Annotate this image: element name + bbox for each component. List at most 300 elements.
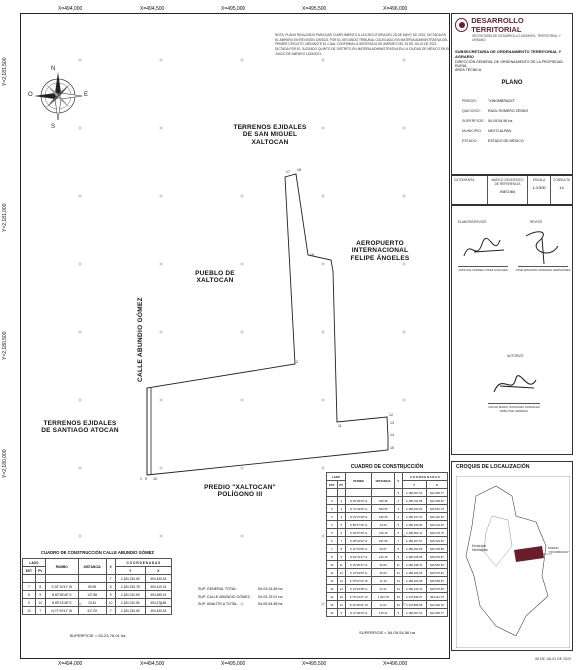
table-row bbox=[327, 609, 448, 617]
table-row bbox=[327, 545, 448, 553]
table-cell: 13 bbox=[327, 585, 338, 593]
table-cell: 9 bbox=[35, 591, 45, 599]
field-municipio bbox=[462, 129, 511, 133]
table-cell: 15 bbox=[327, 601, 338, 609]
vertex-label: 12 bbox=[389, 413, 393, 417]
table-cell: 495,335.86 bbox=[426, 545, 447, 553]
sup-calle-value: 00-03-76.01 ha bbox=[258, 594, 283, 599]
info-header: CONSULTA bbox=[553, 178, 570, 182]
table-cell: 494,435.18 bbox=[145, 607, 171, 615]
autorizo-name: OSCAR MARIO GONZÁLEZ GONZÁLEZ bbox=[488, 405, 540, 409]
table-cell: 297.95 bbox=[372, 537, 395, 545]
col-header: RUMBO bbox=[45, 559, 78, 575]
label-terrenos-santiago: TERRENOS EJIDALES DE SANTIAGO ATOCAN bbox=[41, 420, 119, 435]
table-row bbox=[23, 607, 172, 615]
info-value: 1:4,500 bbox=[532, 185, 546, 190]
table-cell: N 82°56'46" E bbox=[45, 591, 78, 599]
compass-north: N bbox=[51, 66, 56, 72]
table-cell: 2,179,866.58 bbox=[402, 601, 426, 609]
table-cell bbox=[345, 489, 371, 497]
croquis-map bbox=[456, 476, 570, 648]
table-row bbox=[327, 513, 448, 521]
grid-cross bbox=[240, 58, 244, 62]
table-cell: N 69°41'47" E bbox=[345, 553, 371, 561]
grid-cross bbox=[321, 330, 325, 334]
table-cell: 12 bbox=[394, 569, 402, 577]
vertex-label: 17 bbox=[286, 170, 290, 174]
table-cell: 3 bbox=[327, 513, 338, 521]
table-cell: S 08°44'02" E bbox=[345, 537, 371, 545]
compass-south: S bbox=[51, 124, 56, 130]
fecha: 06 DE JULIO DE 2022 bbox=[535, 657, 572, 661]
table-cell: 6 bbox=[337, 529, 345, 537]
compass-east: E bbox=[84, 92, 89, 98]
municipio-inner bbox=[484, 516, 512, 566]
table-cell: 495,181.53 bbox=[426, 513, 447, 521]
label-calle-abundio-gomez: CALLE ABUNDIO GÓMEZ bbox=[137, 297, 144, 382]
col-header: X bbox=[426, 481, 447, 489]
grid-cross bbox=[240, 330, 244, 334]
table-cell: 690.55 bbox=[372, 505, 395, 513]
field-value: ESTADO DE MÉXICO bbox=[488, 139, 524, 143]
table-cell: 9 bbox=[106, 591, 115, 599]
info-row bbox=[451, 175, 573, 205]
info-value: 14 bbox=[559, 185, 564, 190]
tabla-construccion-superficie: SUPERFICIE = 54-09-54.56 ha bbox=[359, 630, 415, 635]
map-note: NOTA: PLANO REALIZADO PARA DAR CUMPLIMIENTO A LA EJECUTORIA DEL 28 DE MAYO DE 2022, DICTADA EN EL AMPARO EN REVISIÓN 139/2021 POR EL SEGUNDO TRIBUNAL COLEGIADO EN MATERIA ADMINISTRATIVA DEL PRIMER CIRCUITO, MEDIANTE EL CUAL CONFIRMA LA SENTENCIA DE AMPARO DEL 23 DE JULIO DE 2021 DICTADA POR EL JUZGADO QUINTO DE DISTRITO EN MATERIA ADMINISTRATIVA EN LA CIUDAD DE MÉXICO EN EL JUICIO DE AMPARO 1433/2021. bbox=[275, 33, 450, 56]
grid-cross bbox=[78, 534, 82, 538]
grid-cross bbox=[402, 126, 406, 130]
table-cell: 4 bbox=[337, 513, 345, 521]
grid-cross bbox=[78, 262, 82, 266]
col-group: C O O R D E N A D A S bbox=[115, 559, 171, 567]
table-cell: 495,061.74 bbox=[426, 505, 447, 513]
table-cell: 494,395.63 bbox=[426, 497, 447, 505]
y-tick: Y=2,181,500 bbox=[2, 57, 8, 86]
table-cell: 2,180,159.78 bbox=[115, 583, 145, 591]
table-cell: 8 bbox=[23, 591, 36, 599]
table-cell: 2 bbox=[337, 497, 345, 505]
table-cell: 10 bbox=[23, 607, 36, 615]
vertex-label: 10 bbox=[153, 477, 157, 481]
table-cell: 494,411.70 bbox=[426, 593, 447, 601]
table-cell: 56.87 bbox=[372, 545, 395, 553]
table-cell: 6 bbox=[394, 529, 402, 537]
grid-cross bbox=[78, 194, 82, 198]
table-row bbox=[327, 585, 448, 593]
table-cell: 11 bbox=[327, 569, 338, 577]
table-cell bbox=[372, 489, 395, 497]
compass-rose bbox=[34, 72, 82, 120]
table-cell: 8 bbox=[106, 583, 115, 591]
municipio-outline bbox=[466, 486, 548, 636]
label-predio-xaltocan: PREDIO "XALTOCAN" POLÍGONO III bbox=[204, 484, 276, 499]
grid-cross bbox=[240, 466, 244, 470]
table-cell: 2 bbox=[327, 505, 338, 513]
table-row bbox=[23, 583, 172, 591]
table-cell: 2,180,010.55 bbox=[115, 599, 145, 607]
x-tick-top: X=496,000 bbox=[383, 6, 408, 12]
table-cell: 495,570.52 bbox=[426, 569, 447, 577]
field-value: NEXTLALPAN bbox=[488, 129, 512, 133]
field-label: QUEJOSO: bbox=[462, 109, 481, 113]
col-header: PV bbox=[35, 567, 45, 575]
field-label: PREDIO: bbox=[462, 99, 477, 103]
field-label: ESTADO: bbox=[462, 139, 478, 143]
brand-subline: SECRETARÍA DE DESARROLLO AGRARIO, TERRITORIAL Y URBANO bbox=[472, 34, 561, 42]
table-cell: N 89°16'48" E bbox=[45, 599, 78, 607]
vertex-label: 18 bbox=[297, 168, 301, 172]
direccion: DIRECCIÓN GENERAL DE ORDENAMIENTO DE LA PROPIEDAD RURAL bbox=[455, 60, 563, 68]
table-cell: 14 bbox=[327, 593, 338, 601]
table-row bbox=[327, 577, 448, 585]
grid-cross bbox=[159, 194, 163, 198]
subsecretaria: SUBSECRETARÍA DE ORDENAMIENTO TERRITORIAL Y AGRARIO bbox=[455, 49, 562, 59]
seal-icon bbox=[455, 18, 468, 32]
compass-west: O bbox=[28, 92, 33, 98]
table-cell: 494,435.18 bbox=[145, 575, 171, 583]
grid-cross bbox=[78, 58, 82, 62]
table-cell: 494,485.19 bbox=[145, 591, 171, 599]
col-group: C O O R D E N A D A S bbox=[402, 473, 447, 481]
table-cell: 16 bbox=[337, 601, 345, 609]
grid-cross bbox=[159, 58, 163, 62]
col-group: LADO bbox=[327, 473, 346, 481]
table-cell: 5 bbox=[337, 521, 345, 529]
tabla-construccion-grid bbox=[326, 472, 448, 617]
table-cell: 494,365.77 bbox=[426, 489, 447, 497]
info-header: MARCO GEODÉSICO DE REFERENCIA bbox=[491, 178, 524, 186]
sup-analitica-label: SUP. ANALÍTICA TOTAL: bbox=[198, 602, 239, 606]
elaboro-label: ELABORÓ/REVISÓ bbox=[458, 220, 487, 224]
table-cell: 8 bbox=[337, 545, 345, 553]
table-row bbox=[327, 505, 448, 513]
table-row bbox=[327, 561, 448, 569]
table-cell: 7 bbox=[327, 545, 338, 553]
grid-cross bbox=[159, 262, 163, 266]
grid-cross bbox=[78, 330, 82, 334]
field-label: SUPERFICIE: bbox=[462, 119, 485, 123]
grid-cross bbox=[78, 466, 82, 470]
tabla-calle-grid bbox=[22, 558, 172, 615]
table-cell: 2 bbox=[394, 497, 402, 505]
table-cell: 2,180,493.52 bbox=[402, 505, 426, 513]
table-cell: 12 bbox=[327, 577, 338, 585]
table-cell bbox=[78, 575, 106, 583]
field-value: "XINOMBRADO" bbox=[488, 99, 516, 103]
vertex-label: 15 bbox=[390, 446, 394, 450]
table-cell: 8 bbox=[327, 553, 338, 561]
table-cell: 440.25 bbox=[372, 513, 395, 521]
table-cell: 11 bbox=[337, 561, 345, 569]
signature-line bbox=[488, 403, 540, 404]
table-cell: 4 bbox=[394, 513, 402, 521]
grid-cross bbox=[78, 398, 82, 402]
table-cell: 9 bbox=[394, 609, 402, 617]
table-cell bbox=[327, 489, 338, 497]
x-tick-bottom: X=495,500 bbox=[302, 661, 327, 667]
info-value: INEGI84 bbox=[499, 189, 516, 194]
col-header: V bbox=[106, 559, 115, 575]
table-cell: 7 bbox=[337, 537, 345, 545]
field-estado bbox=[462, 139, 524, 143]
table-cell: 2,180,007.61 bbox=[402, 489, 426, 497]
table-cell: S 75°14'47" W bbox=[345, 593, 371, 601]
x-tick-bottom: X=494,500 bbox=[140, 661, 165, 667]
table-cell: 10 bbox=[106, 599, 115, 607]
table-cell bbox=[35, 575, 45, 583]
table-cell: 6 bbox=[327, 537, 338, 545]
grid-cross bbox=[159, 126, 163, 130]
col-header: X bbox=[145, 567, 171, 575]
table-row bbox=[23, 599, 172, 607]
table-row bbox=[327, 553, 448, 561]
label-terrenos-san-miguel: TERRENOS EJIDALES DE SAN MIGUEL XALTOCAN bbox=[233, 124, 307, 146]
table-cell: 7 bbox=[394, 537, 402, 545]
elaboro-name: CRISTINA ANDREA LÓPEZ SÁNCHEZ bbox=[458, 268, 508, 272]
table-cell: 494,419.24 bbox=[145, 583, 171, 591]
table-cell: 145.41 bbox=[372, 609, 395, 617]
table-row bbox=[327, 593, 448, 601]
table-cell: 2,180,202.08 bbox=[402, 577, 426, 585]
info-cell bbox=[528, 176, 551, 204]
field-value: 54-09-54.56 ha bbox=[488, 119, 513, 123]
vertex-label: 14 bbox=[390, 433, 394, 437]
col-header: V bbox=[394, 473, 402, 489]
plano-title: PLANO bbox=[501, 80, 523, 86]
table-row bbox=[327, 601, 448, 609]
table-cell: 10 bbox=[35, 599, 45, 607]
grid-cross bbox=[321, 262, 325, 266]
table-cell: 3 bbox=[394, 505, 402, 513]
predio-shape bbox=[514, 546, 544, 562]
table-cell: 31.01 bbox=[372, 601, 395, 609]
table-cell: 2,180,325.68 bbox=[402, 553, 426, 561]
sup-analitica-value: 54-09-54.56 ha bbox=[258, 602, 283, 606]
autorizo-title: DIRECTOR GENERAL bbox=[499, 409, 529, 413]
table-cell: 7 bbox=[23, 583, 36, 591]
table-cell: 9 bbox=[394, 553, 402, 561]
sup-calle-label: SUP. CALLE ABUNDIO GÓMEZ: bbox=[198, 594, 251, 599]
table-cell: 2,180,913.66 bbox=[402, 521, 426, 529]
table-cell: 8 bbox=[394, 545, 402, 553]
table-cell: 5 bbox=[327, 529, 338, 537]
table-row bbox=[23, 575, 172, 583]
table-cell: S 85°17'45" E bbox=[345, 521, 371, 529]
autorizo-label: AUTORIZÓ bbox=[507, 354, 524, 358]
label-pueblo-xaltocan: PUEBLO DE XALTOCAN bbox=[195, 270, 235, 285]
table-cell: 11.19 bbox=[372, 577, 395, 585]
info-cell bbox=[551, 176, 572, 204]
table-cell: 107.88 bbox=[78, 591, 106, 599]
tabla-calle-title: CUADRO DE CONSTRUCCIÓN CALLE ABUNDIO GÓMEZ bbox=[41, 550, 154, 555]
table-cell: 2,180,252.05 bbox=[402, 545, 426, 553]
table-cell: 90.66 bbox=[372, 561, 395, 569]
table-cell: 2,180,204.09 bbox=[402, 569, 426, 577]
x-tick-bottom: X=496,000 bbox=[383, 661, 408, 667]
autorizo-signature bbox=[490, 366, 540, 402]
vertex-label: 2 bbox=[296, 360, 298, 364]
table-cell: 10.81 bbox=[78, 599, 106, 607]
x-tick-top: X=494,000 bbox=[58, 6, 83, 12]
table-row bbox=[327, 537, 448, 545]
table-cell: 10 bbox=[327, 561, 338, 569]
table-row bbox=[327, 569, 448, 577]
table-cell: 13 bbox=[337, 577, 345, 585]
table-cell: 2,180,311.58 bbox=[402, 497, 426, 505]
table-cell: 11 bbox=[394, 561, 402, 569]
tabla-construccion-title: CUADRO DE CONSTRUCCIÓN bbox=[350, 464, 424, 470]
table-cell: 14 bbox=[394, 585, 402, 593]
table-cell: 7 bbox=[35, 607, 45, 615]
col-header: DISTANCIA bbox=[372, 473, 395, 489]
col-header: RUMBO bbox=[345, 473, 371, 489]
table-cell: 14 bbox=[337, 585, 345, 593]
table-row bbox=[327, 489, 448, 497]
table-cell: 2,180,234.65 bbox=[115, 607, 145, 615]
grid-cross bbox=[402, 262, 406, 266]
table-cell: 36.06 bbox=[372, 569, 395, 577]
x-tick-top: X=495,000 bbox=[221, 6, 246, 12]
vertex-label: 11 bbox=[338, 424, 342, 428]
table-cell: 2,180,143.13 bbox=[402, 585, 426, 593]
table-cell: S 16°26'27" E bbox=[345, 561, 371, 569]
table-cell: 9 bbox=[337, 609, 345, 617]
table-cell: 495,224.64 bbox=[426, 521, 447, 529]
reviso-name: JOSÉ ARMANDO MORALES HERNÁNDEZ bbox=[515, 268, 571, 272]
col-header: Y bbox=[402, 481, 426, 489]
x-tick-bottom: X=495,000 bbox=[221, 661, 246, 667]
table-cell: 494,475.86 bbox=[145, 599, 171, 607]
grid-cross bbox=[402, 58, 406, 62]
table-cell bbox=[23, 575, 36, 583]
table-cell: 16 bbox=[394, 601, 402, 609]
table-cell: 2,180,234.65 bbox=[115, 575, 145, 583]
label-aeropuerto: AEROPUERTO INTERNACIONAL FELIPE ÁNGELES bbox=[350, 240, 410, 262]
table-cell: 494,406.15 bbox=[426, 601, 447, 609]
signature-line bbox=[518, 266, 568, 267]
table-cell bbox=[337, 489, 345, 497]
table-cell: 495,278.75 bbox=[426, 529, 447, 537]
title-block-header bbox=[451, 13, 573, 175]
info-cell bbox=[452, 176, 488, 204]
grid-cross bbox=[402, 398, 406, 402]
table-cell: 3 bbox=[337, 505, 345, 513]
tabla-calle-superficie: SUPERFICIE = 03-23-76.01 ha bbox=[69, 633, 126, 638]
table-cell: 2,180,307.57 bbox=[402, 537, 426, 545]
grid-cross bbox=[159, 534, 163, 538]
table-cell: 316.19 bbox=[372, 529, 395, 537]
table-cell: 13 bbox=[394, 577, 402, 585]
table-cell: S 16°10'41" W bbox=[45, 583, 78, 591]
field-quejoso bbox=[462, 109, 528, 113]
table-cell: N 07°49'41" W bbox=[45, 607, 78, 615]
grid-cross bbox=[159, 398, 163, 402]
y-tick: Y=2,180,000 bbox=[2, 449, 8, 478]
table-cell: 43.26 bbox=[372, 521, 395, 529]
x-tick-top: X=495,500 bbox=[302, 6, 327, 12]
signatures bbox=[451, 205, 573, 455]
brand-logo-text: DESARROLLO TERRITORIAL bbox=[471, 16, 524, 34]
field-superficie bbox=[462, 119, 512, 123]
grid-cross bbox=[240, 262, 244, 266]
table-cell: 2,180,007.61 bbox=[402, 609, 426, 617]
table-cell: N 15°47'28" E bbox=[345, 513, 371, 521]
reviso-signature bbox=[520, 226, 570, 266]
table-cell: 495,560.53 bbox=[426, 561, 447, 569]
table-cell: N 10°18'26" W bbox=[345, 601, 371, 609]
grid-cross bbox=[240, 398, 244, 402]
table-cell: N 05°36'40" E bbox=[345, 497, 371, 505]
grid-cross bbox=[240, 534, 244, 538]
table-cell: 61.41 bbox=[372, 585, 395, 593]
info-cell bbox=[488, 176, 528, 204]
table-cell: 2,180,602.11 bbox=[402, 529, 426, 537]
table-cell: 15 bbox=[337, 593, 345, 601]
y-tick: Y=2,180,500 bbox=[2, 331, 8, 360]
grid-cross bbox=[402, 330, 406, 334]
table-cell: 7 bbox=[106, 607, 115, 615]
grid-cross bbox=[321, 534, 325, 538]
vertex-label: 13 bbox=[390, 421, 394, 425]
col-header: DISTANCIA bbox=[78, 559, 106, 575]
table-cell: 9 bbox=[337, 553, 345, 561]
croquis-municipio: Municipio Nextlalpan bbox=[472, 544, 489, 552]
grid-cross bbox=[321, 398, 325, 402]
table-cell: 305.38 bbox=[372, 497, 395, 505]
table-cell: 4 bbox=[327, 521, 338, 529]
table-row bbox=[327, 529, 448, 537]
table-cell: 495,576.69 bbox=[426, 585, 447, 593]
col-header: EST bbox=[23, 567, 36, 575]
grid-cross bbox=[321, 58, 325, 62]
parcel-boundary bbox=[147, 174, 388, 475]
x-tick-bottom: X=494,000 bbox=[58, 661, 83, 667]
table-row bbox=[327, 497, 448, 505]
table-cell: 212.19 bbox=[372, 553, 395, 561]
table-cell: S 12°31'05" E bbox=[345, 545, 371, 553]
col-header: Y bbox=[115, 567, 145, 575]
table-cell: 15 bbox=[394, 593, 402, 601]
elaboro-signature bbox=[460, 234, 510, 264]
y-tick: Y=2,181,000 bbox=[2, 203, 8, 232]
field-label: MUNICIPIO: bbox=[462, 129, 482, 133]
table-cell: 9 bbox=[23, 599, 36, 607]
table-cell: 494,365.77 bbox=[426, 609, 447, 617]
grid-cross bbox=[159, 466, 163, 470]
title-block bbox=[451, 13, 573, 659]
table-cell: N 74°44'30" E bbox=[345, 505, 371, 513]
x-tick-top: X=494,500 bbox=[140, 6, 165, 12]
croquis-predio: PREDIO "XINOMBRADO" bbox=[548, 546, 570, 554]
direccion-area: ÁREA TÉCNICA bbox=[455, 68, 482, 72]
table-cell: 8 bbox=[35, 583, 45, 591]
table-cell: S 79°37'19" W bbox=[345, 577, 371, 585]
table-cell: 1,204.78 bbox=[372, 593, 395, 601]
table-cell: S 16°15'48" E bbox=[345, 585, 371, 593]
table-cell: N 12°36'46" E bbox=[345, 609, 371, 617]
field-predio bbox=[462, 99, 515, 103]
table-cell: 9 bbox=[327, 497, 338, 505]
table-cell: 5 bbox=[394, 521, 402, 529]
vertex-label: 1 bbox=[140, 477, 142, 481]
grid-cross bbox=[321, 194, 325, 198]
table-cell bbox=[45, 575, 78, 583]
table-cell: 89.55 bbox=[78, 583, 106, 591]
col-header: EST bbox=[327, 481, 338, 489]
table-cell: 2,180,010.69 bbox=[115, 591, 145, 599]
signature-line bbox=[458, 266, 508, 267]
